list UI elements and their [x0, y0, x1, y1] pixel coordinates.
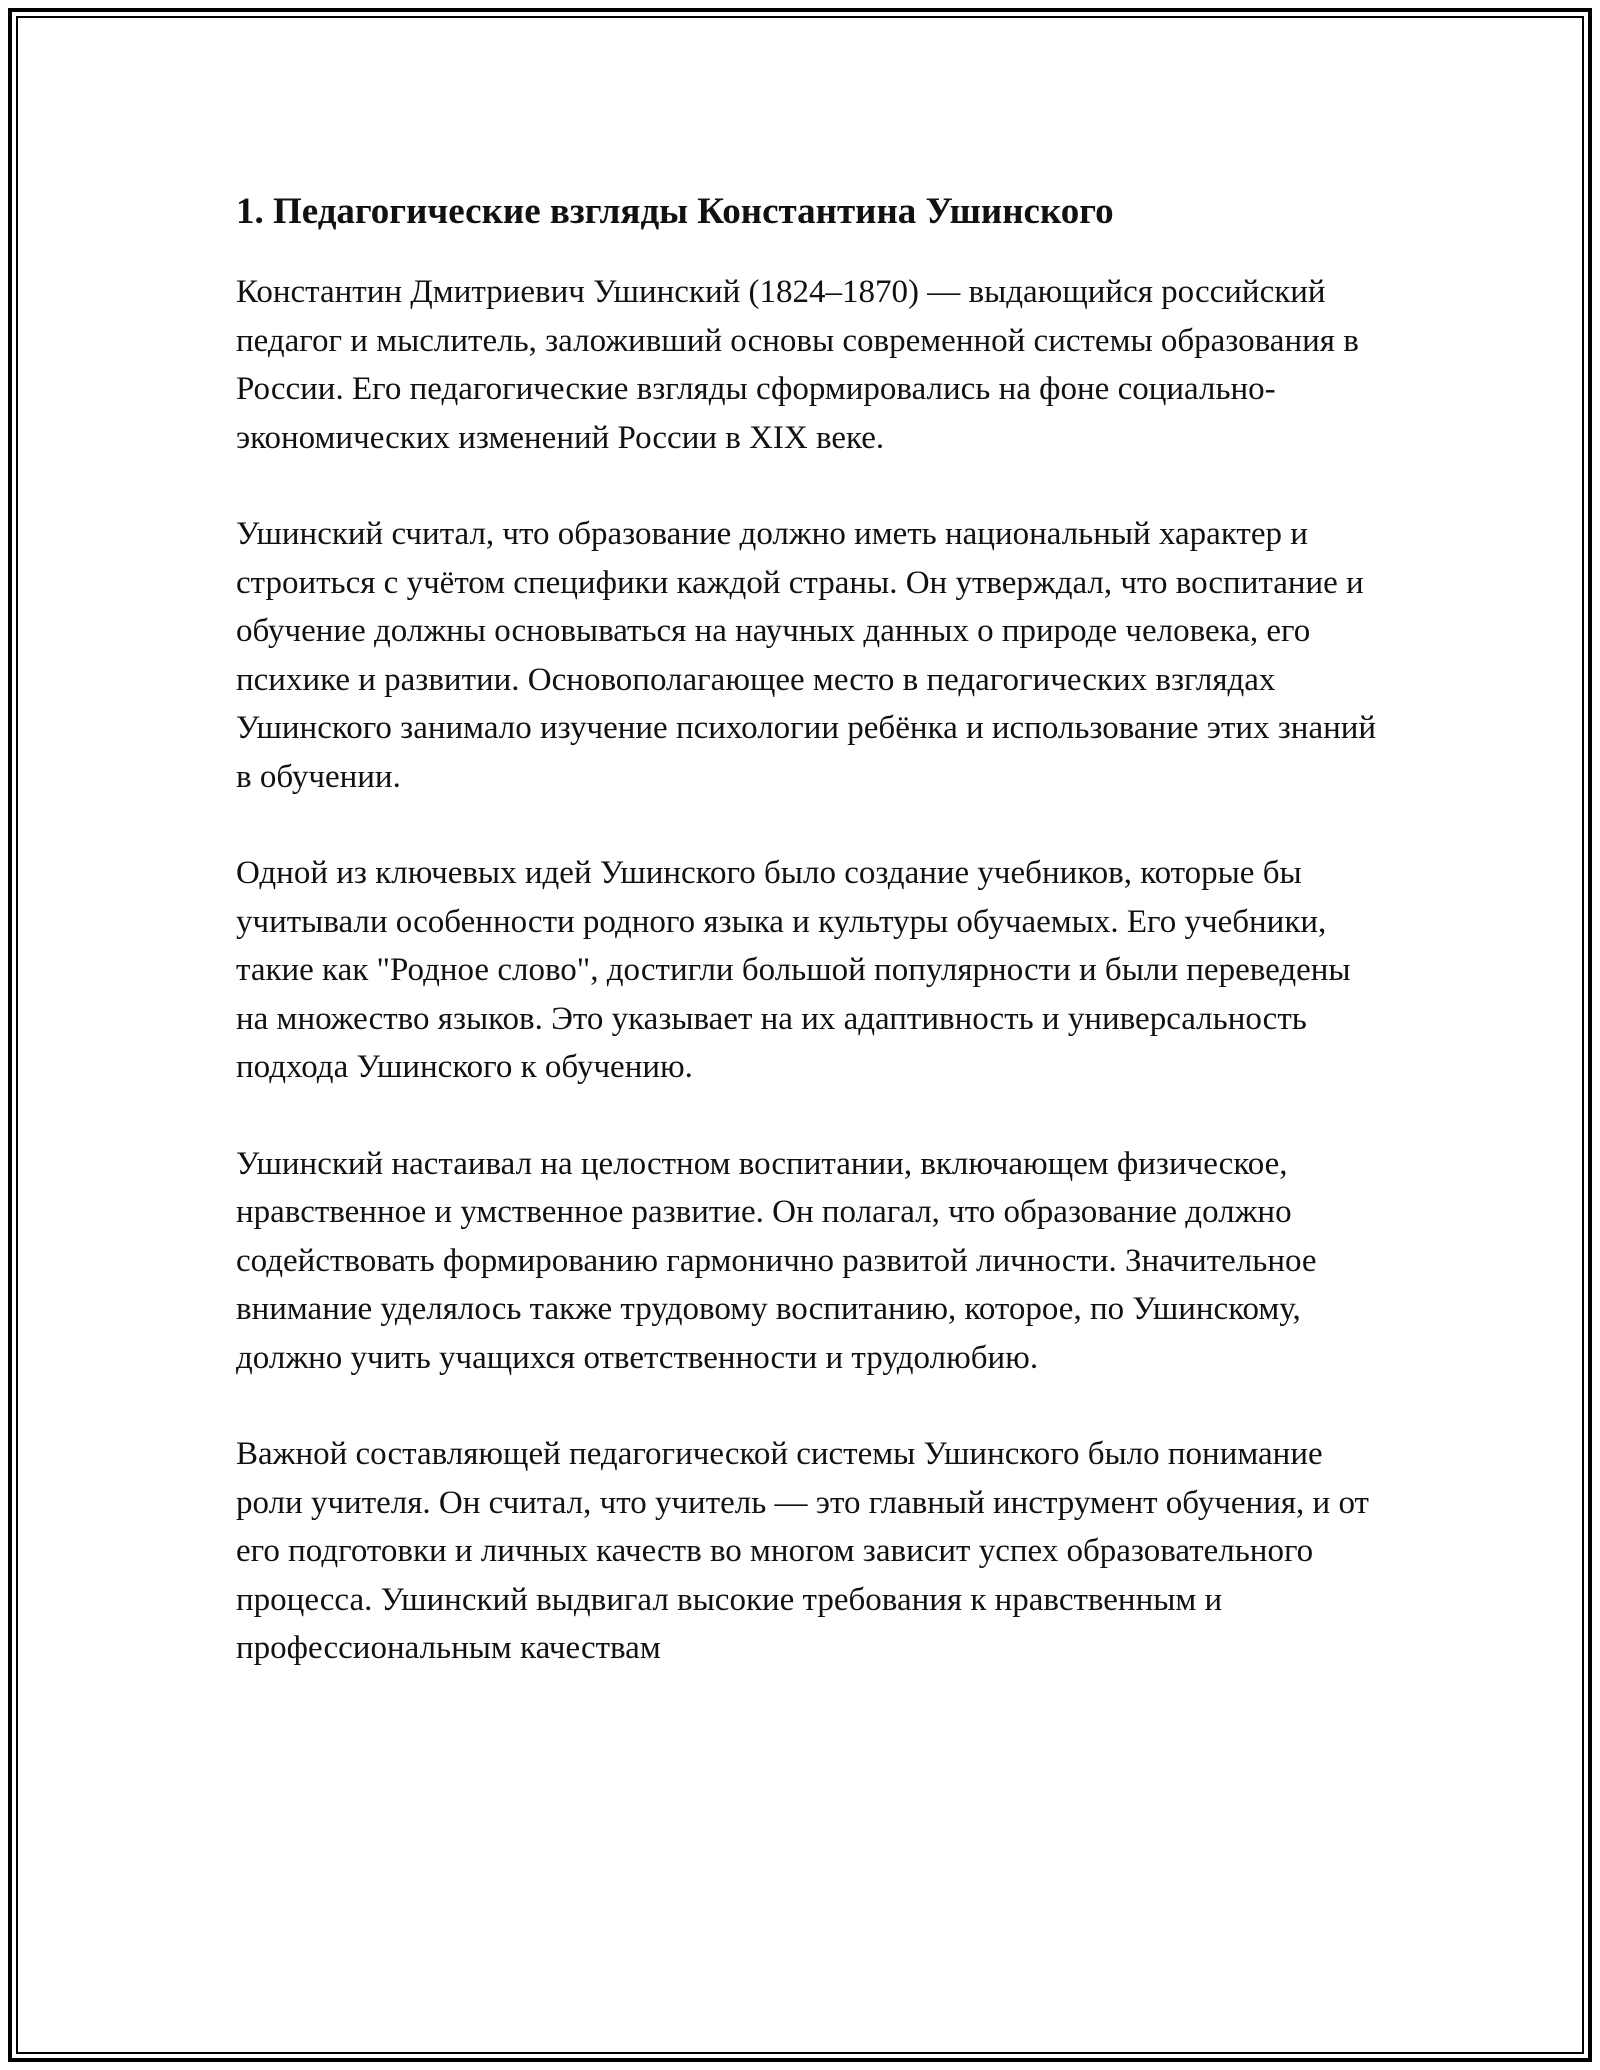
- paragraph-5: Важной составляющей педагогической системы Ушинского было понимание роли учителя. Он считал, что учитель — это главный инструмент обучения, и от его подготовки и личных качеств во многом зависит успех образовательного процесса. Ушинский выдвигал высокие требования к нравственным и профессиональным качествам: [236, 1436, 1369, 1666]
- paragraph-4: Ушинский настаивал на целостном воспитании, включающем физическое, нравственное и умственное развитие. Он полагал, что образование должно содействовать формированию гармонично развитой личности. Значительное внимание уделялось также трудовому воспитанию, которое, по Ушинскому, должно учить учащихся ответственности и трудолюбию.: [236, 1145, 1317, 1376]
- paragraph-3: Одной из ключевых идей Ушинского было создание учебников, которые бы учитывали особенности родного языка и культуры обучаемых. Его учебники, такие как "Родное слово", достигли большой популярности и были переведены на множество языков. Это указывает на их адаптивность и универсальность подхода Ушинского к обучению.: [236, 855, 1351, 1085]
- document-body: [236, 186, 1386, 1673]
- paragraph-1: Константин Дмитриевич Ушинский (1824–1870) — выдающийся российский педагог и мыслитель, заложивший основы современной системы образования в России. Его педагогические взгляды сформировались на фоне социально-экономических изменений России в XIX веке.: [236, 274, 1359, 456]
- section-heading: 1. Педагогические взгляды Константина Ушинского: [236, 191, 1114, 232]
- paragraph-2: Ушинский считал, что образование должно иметь национальный характер и строиться с учётом специфики каждой страны. Он утверждал, что воспитание и обучение должны основываться на научных данных о природе человека, его психике и развитии. Основополагающее место в педагогических взглядах Ушинского занимало изучение психологии ребёнка и использование этих знаний в обучении.: [236, 516, 1377, 795]
